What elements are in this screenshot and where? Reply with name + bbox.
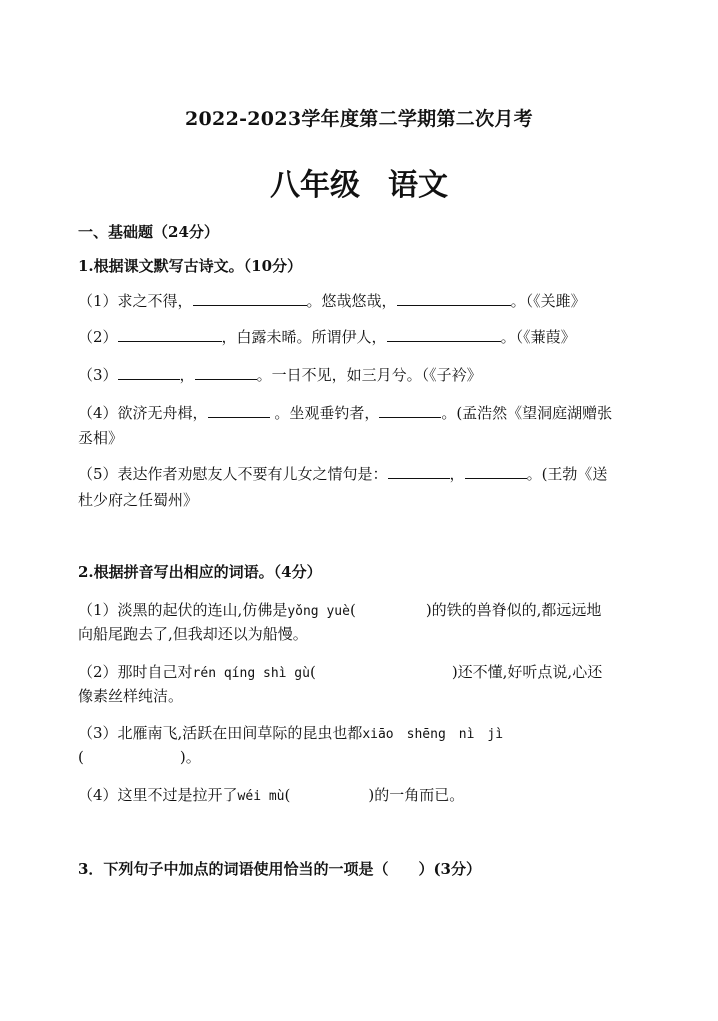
answer-blank[interactable]	[397, 291, 511, 306]
q2-item-4: （4）这里不过是拉开了wéi mù( )的一角而已。	[78, 786, 465, 804]
exam-subtitle	[0, 160, 718, 204]
q2-item-2: （2）那时自己对rén qíng shì gù( )还不懂,好听点说,心还	[78, 663, 603, 681]
answer-blank[interactable]	[387, 327, 501, 342]
q1-item-4-cont: 丞相》	[78, 429, 124, 447]
q1-item-4: （4）欲济无舟楫， 。坐观垂钓者， 。(孟浩然《望洞庭湖赠张	[78, 404, 613, 422]
answer-blank[interactable]	[195, 365, 257, 380]
question-1-heading: 1.根据课文默写古诗文。（10分）	[78, 257, 303, 275]
q2-item-2-cont: 像素丝样纯洁。	[78, 687, 184, 705]
q2-item-3: （3）北雁南飞,活跃在田间草际的昆虫也都xiāo shēng nì jì	[78, 724, 504, 742]
q1-item-3: （3） ， 。一日不见，如三月兮。（《子衿》	[78, 366, 482, 384]
section-heading: 一、基础题（24分）	[78, 223, 219, 241]
answer-blank[interactable]	[118, 327, 222, 342]
q2-item-3-cont: ( )。	[78, 748, 201, 766]
q1-item-2: （2） ，白露未晞。所谓伊人， 。（《蒹葭》	[78, 328, 576, 346]
answer-blank[interactable]	[388, 464, 450, 479]
exam-title: 2022-2023学年度第二学期第二次月考	[185, 108, 533, 130]
answer-blank[interactable]	[118, 365, 180, 380]
q1-item-5: （5）表达作者劝慰友人不要有儿女之情句是： ， 。(王勃《送	[78, 465, 608, 483]
question-2-heading: 2.根据拼音写出相应的词语。（4分）	[78, 563, 322, 581]
answer-blank[interactable]	[193, 291, 307, 306]
question-3-heading: 3．下列句子中加点的词语使用恰当的一项是（ ）(3分）	[78, 860, 481, 878]
pinyin: wéi mù	[237, 789, 285, 804]
grade-label: 八年级	[270, 168, 360, 203]
answer-blank[interactable]	[208, 403, 270, 418]
pinyin: yǒng yuè	[287, 604, 350, 619]
pinyin: xiāo shēng nì jì	[362, 727, 504, 742]
q2-item-1-cont: 向船尾跑去了,但我却还以为船慢。	[78, 625, 308, 643]
answer-blank[interactable]	[379, 403, 441, 418]
q1-item-5-cont: 杜少府之任蜀州》	[78, 491, 199, 509]
subject-label: 语文	[388, 168, 448, 203]
q1-item-1: （1）求之不得， 。悠哉悠哉， 。（《关雎》	[78, 292, 586, 310]
pinyin: rén qíng shì gù	[192, 666, 310, 681]
answer-blank[interactable]	[465, 464, 527, 479]
q2-item-1: （1）淡黑的起伏的连山,仿佛是yǒng yuè( )的铁的兽脊似的,都远远地	[78, 601, 602, 619]
